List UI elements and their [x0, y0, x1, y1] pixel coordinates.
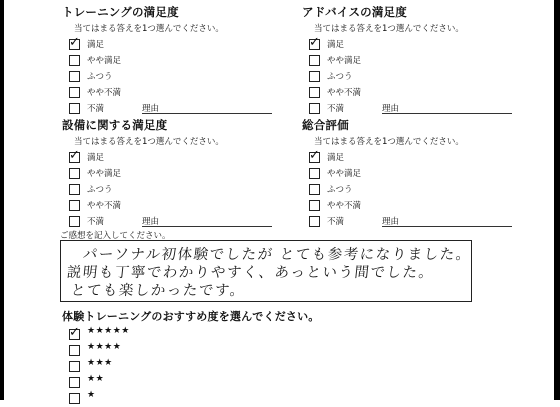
checkbox[interactable]: [69, 87, 80, 98]
checkbox[interactable]: [69, 200, 80, 211]
star-rating: ★★: [87, 374, 105, 384]
handwritten-comment-line: パーソナル初体験でしたが とても参考になりました。: [82, 247, 473, 263]
option-somewhat-dissatisfied[interactable]: やや不満: [302, 85, 532, 101]
option-satisfied[interactable]: ✓ 満足: [69, 148, 105, 163]
check-mark-icon: ✓: [69, 325, 80, 340]
option-dissatisfied[interactable]: 不満 理由: [302, 214, 532, 230]
checkbox[interactable]: [309, 71, 320, 82]
option-two-stars[interactable]: [62, 375, 362, 391]
section-title: アドバイスの満足度: [302, 5, 407, 19]
option-neutral[interactable]: ふつう: [302, 182, 532, 198]
section-training-satisfaction: [62, 4, 292, 117]
star-rating: ★★★★: [87, 342, 122, 352]
reason-label: 理由: [382, 217, 400, 227]
checkbox[interactable]: [69, 393, 80, 404]
checkbox[interactable]: [69, 71, 80, 82]
option-satisfied[interactable]: ✓ 満足: [309, 148, 345, 163]
check-mark-icon: ✓: [69, 148, 80, 163]
option-somewhat-satisfied[interactable]: やや満足: [62, 53, 292, 69]
section-instruction: 当てはまる答えを1つ選んでください。: [314, 24, 464, 34]
option-somewhat-satisfied[interactable]: やや満足: [62, 166, 292, 182]
checkbox[interactable]: [309, 87, 320, 98]
option-five-stars[interactable]: [62, 327, 362, 343]
handwritten-comment-line: とても楽しかったです。: [70, 283, 247, 299]
checkbox[interactable]: [309, 55, 320, 66]
check-mark-icon: ✓: [309, 35, 320, 50]
reason-line[interactable]: [382, 113, 512, 114]
option-somewhat-dissatisfied[interactable]: やや不満: [302, 198, 532, 214]
option-somewhat-dissatisfied[interactable]: やや不満: [62, 85, 292, 101]
star-rating: ★★★★★: [87, 326, 130, 336]
comment-label: ご感想を記入してください。: [60, 231, 171, 241]
checkbox[interactable]: [69, 184, 80, 195]
comment-box[interactable]: [60, 240, 472, 302]
star-rating: ★: [87, 390, 96, 400]
scan-edge-right: [554, 0, 560, 400]
checkbox[interactable]: [69, 377, 80, 388]
checkbox[interactable]: [309, 200, 320, 211]
checkbox[interactable]: [69, 216, 80, 227]
section-overall-rating: [302, 117, 532, 230]
reason-line[interactable]: [142, 226, 272, 227]
checkbox[interactable]: [69, 55, 80, 66]
checkbox[interactable]: [69, 345, 80, 356]
section-advice-satisfaction: [302, 4, 532, 117]
option-one-star[interactable]: [62, 391, 362, 407]
option-somewhat-satisfied[interactable]: やや満足: [302, 53, 532, 69]
option-somewhat-satisfied[interactable]: やや満足: [302, 166, 532, 182]
checkbox[interactable]: [309, 103, 320, 114]
section-instruction: 当てはまる答えを1つ選んでください。: [74, 137, 224, 147]
check-mark-icon: ✓: [309, 148, 320, 163]
option-neutral[interactable]: ふつう: [62, 69, 292, 85]
checkbox[interactable]: [309, 168, 320, 179]
section-title: 体験トレーニングのおすすめ度を選んでください。: [62, 310, 320, 323]
section-facility-satisfaction: [62, 117, 292, 230]
option-three-stars[interactable]: [62, 359, 362, 375]
section-instruction: 当てはまる答えを1つ選んでください。: [314, 137, 464, 147]
option-neutral[interactable]: ふつう: [62, 182, 292, 198]
reason-label: 理由: [142, 104, 160, 114]
option-satisfied[interactable]: ✓ 満足: [69, 35, 105, 50]
section-title: トレーニングの満足度: [62, 5, 179, 19]
reason-line[interactable]: [382, 226, 512, 227]
checkbox[interactable]: [69, 361, 80, 372]
section-instruction: 当てはまる答えを1つ選んでください。: [74, 24, 224, 34]
checkbox[interactable]: [309, 216, 320, 227]
reason-label: 理由: [382, 104, 400, 114]
option-satisfied[interactable]: ✓ 満足: [309, 35, 345, 50]
section-title: 設備に関する満足度: [62, 118, 168, 132]
handwritten-comment-line: 説明も丁寧でわかりやすく、あっという間でした。: [66, 265, 436, 281]
checkbox[interactable]: [69, 103, 80, 114]
option-dissatisfied[interactable]: 不満 理由: [302, 101, 532, 117]
option-somewhat-dissatisfied[interactable]: やや不満: [62, 198, 292, 214]
checkbox[interactable]: [309, 184, 320, 195]
reason-label: 理由: [142, 217, 160, 227]
option-dissatisfied[interactable]: 不満 理由: [62, 214, 292, 230]
star-rating: ★★★: [87, 358, 113, 368]
option-four-stars[interactable]: [62, 343, 362, 359]
option-dissatisfied[interactable]: 不満 理由: [62, 101, 292, 117]
section-trial-recommendation: [62, 308, 362, 407]
check-mark-icon: ✓: [69, 35, 80, 50]
reason-line[interactable]: [142, 113, 272, 114]
section-title: 総合評価: [302, 118, 349, 132]
option-neutral[interactable]: ふつう: [302, 69, 532, 85]
scan-edge-left: [0, 0, 4, 400]
checkbox[interactable]: [69, 168, 80, 179]
